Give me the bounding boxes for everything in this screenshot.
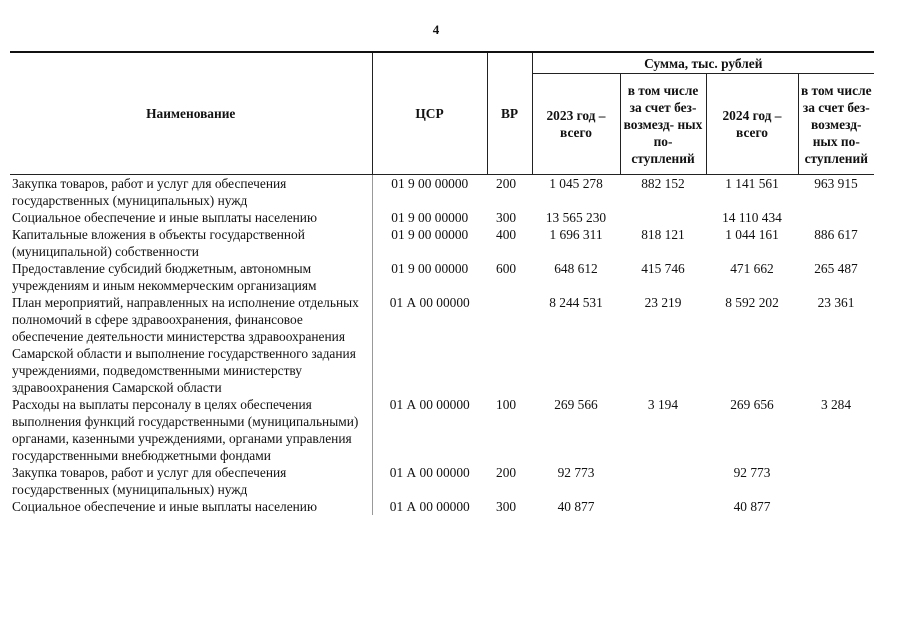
row-2024-total: 92 773 [733, 465, 771, 480]
table-header [10, 52, 874, 175]
row-2024-free: 265 487 [814, 261, 858, 276]
row-name: Социальное обеспечение и иные выплаты населению [10, 498, 372, 515]
row-2024-free [798, 464, 874, 498]
row-2024-total: 269 656 [730, 397, 774, 412]
row-2023-free: 882 152 [641, 176, 685, 191]
row-2023-free: 23 219 [644, 295, 682, 310]
row-2024-total: 471 662 [730, 261, 774, 276]
row-vr: 200 [496, 465, 517, 480]
header-vr: ВР [487, 52, 532, 175]
row-vr: 600 [496, 261, 517, 276]
header-csr: ЦСР [372, 52, 487, 175]
header-sum-group: Сумма, тыс. рублей [532, 52, 874, 74]
row-2023-total: 8 244 531 [549, 295, 603, 310]
row-name: Закупка товаров, работ и услуг для обеспечения государственных (муниципальных) нужд [10, 175, 372, 210]
row-2023-total: 40 877 [557, 499, 595, 514]
row-2023-free: 3 194 [647, 397, 679, 412]
row-csr: 01 9 00 00000 [391, 210, 469, 225]
row-vr: 400 [496, 227, 517, 242]
row-2024-total: 8 592 202 [725, 295, 779, 310]
row-csr: 01 9 00 00000 [391, 227, 469, 242]
row-2023-total: 92 773 [557, 465, 595, 480]
row-2024-free: 963 915 [814, 176, 858, 191]
table-row [10, 226, 874, 260]
row-2024-total: 14 110 434 [722, 210, 782, 225]
table-row [10, 498, 874, 515]
row-2023-total: 1 696 311 [549, 227, 603, 242]
row-2024-free: 23 361 [817, 295, 855, 310]
row-2023-total: 648 612 [554, 261, 598, 276]
row-2023-free: 415 746 [641, 261, 685, 276]
row-2023-free: 818 121 [641, 227, 685, 242]
table-row [10, 260, 874, 294]
row-vr: 300 [496, 210, 517, 225]
row-name: План мероприятий, направленных на исполнение отдельных полномочий в сфере здравоохранения, финансовое обеспечение деятельности министерства здравоохранения Самарской области и выполнение государственного задания учреждениями, подведомственными министерству здравоохранения Самарской области [10, 294, 372, 396]
row-2023-free [620, 209, 706, 226]
header-2023-free: в том числе за счет без- возмезд- ных по- ступлений [620, 74, 706, 175]
row-csr: 01 9 00 00000 [391, 176, 469, 191]
row-name: Расходы на выплаты персоналу в целях обеспечения выполнения функций государственными (муниципальными) органами, казенными учреждениями, органами управления государственными внебюджетными фондами [10, 396, 372, 464]
row-vr [487, 294, 532, 396]
row-2023-total: 269 566 [554, 397, 598, 412]
header-2024-total: 2024 год – всего [706, 74, 798, 175]
row-2024-total: 1 141 561 [725, 176, 779, 191]
row-2024-total: 1 044 161 [725, 227, 779, 242]
header-name: Наименование [10, 52, 372, 175]
row-csr: 01 А 00 00000 [389, 465, 470, 480]
row-vr: 300 [496, 499, 517, 514]
row-2024-free: 3 284 [820, 397, 852, 412]
budget-table-container [10, 51, 874, 515]
row-2024-free [798, 209, 874, 226]
page-number: 4 [432, 22, 440, 37]
header-2024-free: в том числе за счет без- возмезд- ных по- ступлений [798, 74, 874, 175]
row-vr: 100 [496, 397, 517, 412]
row-csr: 01 А 00 00000 [389, 499, 470, 514]
budget-table [10, 51, 874, 515]
row-name: Социальное обеспечение и иные выплаты населению [10, 209, 372, 226]
row-vr: 200 [496, 176, 517, 191]
row-2023-free [620, 464, 706, 498]
table-row [10, 396, 874, 464]
row-2023-total: 13 565 230 [545, 210, 607, 225]
row-2024-free [798, 498, 874, 515]
table-body [10, 175, 874, 516]
row-csr: 01 9 00 00000 [391, 261, 469, 276]
row-csr: 01 А 00 00000 [389, 397, 470, 412]
table-row [10, 464, 874, 498]
row-2023-total: 1 045 278 [549, 176, 603, 191]
row-name: Закупка товаров, работ и услуг для обеспечения государственных (муниципальных) нужд [10, 464, 372, 498]
row-2023-free [620, 498, 706, 515]
row-name: Предоставление субсидий бюджетным, автономным учреждениям и иным некоммерческим организациям [10, 260, 372, 294]
row-2024-total: 40 877 [733, 499, 771, 514]
row-name: Капитальные вложения в объекты государственной (муниципальной) собственности [10, 226, 372, 260]
table-row [10, 294, 874, 396]
row-csr: 01 А 00 00000 [389, 295, 470, 310]
row-2024-free: 886 617 [814, 227, 858, 242]
table-row [10, 209, 874, 226]
header-2023-total: 2023 год – всего [532, 74, 620, 175]
table-row [10, 175, 874, 210]
